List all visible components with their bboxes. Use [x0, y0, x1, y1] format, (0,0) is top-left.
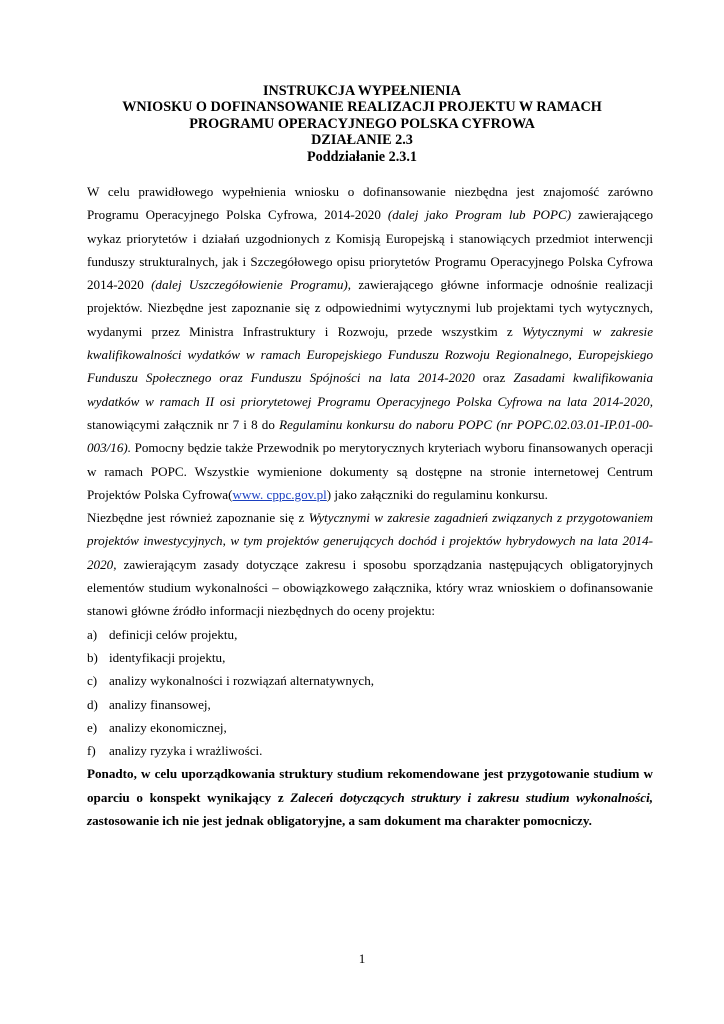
list-item: b) identyfikacji projektu,	[87, 649, 226, 665]
list-item: c) analizy wykonalności i rozwiązań alternatywnych,	[87, 673, 375, 689]
document-body	[87, 180, 653, 832]
feasibility-elements-list	[87, 623, 653, 763]
list-item: a) definicji celów projektu,	[87, 626, 238, 642]
document-title	[60, 83, 664, 165]
title-line-5: Poddziałanie 2.3.1	[307, 148, 417, 165]
list-item: d) analizy finansowej,	[87, 696, 211, 712]
title-line-1: INSTRUKCJA WYPEŁNIENIA	[262, 83, 461, 99]
list-item: f) analizy ryzyka i wrażliwości.	[87, 743, 263, 759]
intro-paragraph: W celu prawidłowego wypełnienia wniosku o dofinansowanie niezbędna jest znajomość zarówno Programu Operacyjnego Polska Cyfrowa, 2014-2020 (dalej jako Program lub POPC) zawierającego wykaz priorytetów i działań uzgodnionych z Komisją Europejską i stanowiących przedmiot interwencji funduszy strukturalnych, jak i Szczegółowego opisu priorytetów Programu Operacyjnego Polska Cyfrowa 2014-2020 (dalej Uszczegółowienie Programu), zawierającego główne informacje odnośnie realizacji projektów. Niezbędne jest zapoznanie się z odpowiednimi wytycznymi lub projektami tych wytycznych, wydanymi przez Ministra Infrastruktury i Rozwoju, przede wszystkim z Wytycznymi w zakresie kwalifikowalności wydatków w ramach Europejskiego Funduszu Rozwoju Regionalnego, Europejskiego Funduszu Społecznego oraz Funduszu Spójności na lata 2014-2020 oraz Zasadami kwalifikowania wydatków w ramach II osi priorytetowej Programu Operacyjnego Polska Cyfrowa na lata 2014-2020, stanowiącymi załącznik nr 7 i 8 do Regulaminu konkursu do naboru POPC (nr POPC.02.03.01-IP.01-00-003/16). Pomocny będzie także Przewodnik po merytorycznych kryteriach wyboru finansowanych operacji w ramach POPC. Wszystkie wymienione dokumenty są dostępne na stronie internetowej Centrum Projektów Polska Cyfrowa(www. cppc.gov.pl) jako załączniki do regulaminu konkursu.	[87, 184, 654, 502]
title-line-4: DZIAŁANIE 2.3	[311, 132, 413, 149]
recommendation-paragraph: Ponadto, w celu uporządkowania struktury studium rekomendowane jest przygotowanie studium w oparciu o konspekt wynikający z Zaleceń dotyczących struktury i zakresu studium wykonalności, zastosowanie ich nie jest jednak obligatoryjne, a sam dokument ma charakter pomocniczy.	[87, 766, 653, 829]
cppc-website-link[interactable]: www. cppc.gov.pl	[232, 486, 327, 502]
title-line-2: WNIOSKU O DOFINANSOWANIE REALIZACJI PROJEKTU W RAMACH	[122, 99, 602, 116]
guidelines-paragraph: Niezbędne jest również zapoznanie się z Wytycznymi w zakresie zagadnień związanych z przygotowaniem projektów inwestycyjnych, w tym projektów generujących dochód i projektów hybrydowych na lata 2014-2020, zawierającym zasady dotyczące zakresu i sposobu sporządzania następujących obligatoryjnych elementów studium wykonalności – obowiązkowego załącznika, który wraz wnioskiem o dofinansowanie stanowi główne źródło informacji niezbędnych do oceny projektu:	[87, 510, 653, 619]
page-number: 1	[358, 951, 366, 966]
list-item: e) analizy ekonomicznej,	[87, 719, 227, 735]
title-line-3: PROGRAMU OPERACYJNEGO POLSKA CYFROWA	[189, 115, 535, 132]
